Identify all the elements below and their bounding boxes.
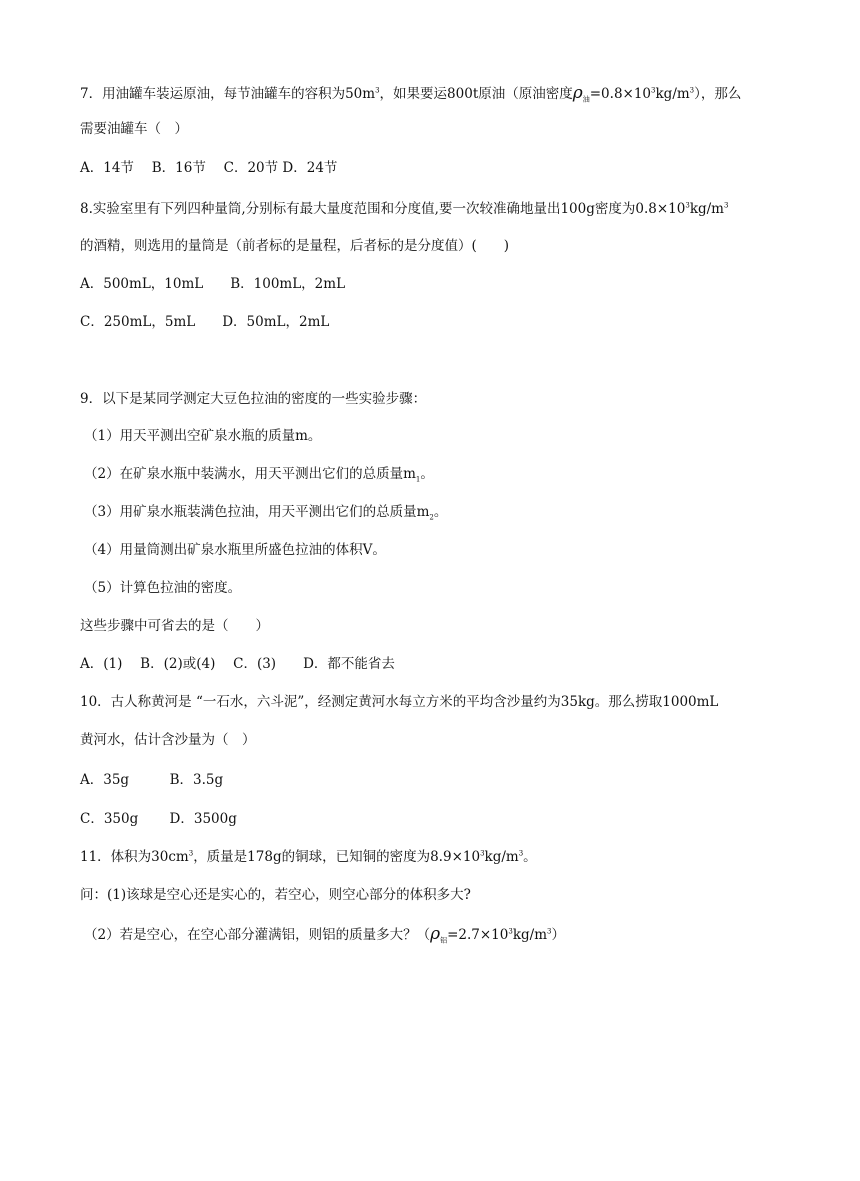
superscript: 3: [375, 86, 380, 95]
q7-text-a: 7．用油罐车装运原油，每节油罐车的容积为50m: [80, 86, 376, 102]
subscript: 2: [429, 513, 434, 522]
q9-step5: （5）计算色拉油的密度。: [84, 580, 242, 596]
q10-line2: 黄河水，估计含沙量为（ ）: [80, 732, 256, 748]
q9-question: 这些步骤中可省去的是（ ）: [80, 618, 269, 634]
q11-line3-text: （2）若是空心，在空心部分灌满铝，则铝的质量多大？（: [84, 927, 431, 943]
q11-line3-unit: kg/m: [512, 927, 548, 943]
q11-text-b: ，质量是178g的铜球，已知铜的密度为8.9×10: [193, 849, 481, 865]
q9-step2: [84, 465, 434, 483]
q11-text-a: 11．体积为30cm: [80, 849, 189, 865]
q8-options-row2: C．250mL，5mL D．50mL，2mL: [80, 314, 330, 330]
rho-symbol: ρ: [572, 83, 583, 103]
superscript: 3: [188, 849, 194, 858]
q8-text-b: kg/m: [689, 201, 724, 217]
q11-line1: [80, 848, 537, 866]
q7-text-e: ），那么: [694, 86, 742, 102]
q7-line2: 需要油罐车（ ）: [80, 121, 188, 137]
q9-step2-end: 。: [420, 466, 434, 482]
q7-text-b: ，如果要运800t原油（原油密度: [379, 86, 573, 102]
q8-text-a: 8.实验室里有下列四种量筒,分别标有最大量度范围和分度值,要一次较准确地量出100g密度为0.8×10: [80, 201, 686, 217]
q11-line3-value: =2.7×10: [447, 927, 509, 943]
subscript: 油: [582, 95, 590, 104]
superscript: 3: [685, 201, 690, 210]
q10-options-row1: A．35g B．3.5g: [80, 772, 224, 788]
q11-text-c: kg/m: [484, 849, 519, 865]
q8-line2: 的酒精，则选用的量筒是（前者标的是量程，后者标的是分度值）( ): [80, 238, 510, 254]
q9-step3: [84, 503, 447, 521]
q7-text-d: kg/m: [655, 86, 690, 102]
q7-options: A．14节 B．16节 C．20节 D．24节: [80, 160, 338, 176]
q9-step1: （1）用天平测出空矿泉水瓶的质量m。: [84, 428, 322, 444]
q9-step3-text: （3）用矿泉水瓶装满色拉油，用天平测出它们的总质量m: [84, 504, 430, 520]
q9-step2-text: （2）在矿泉水瓶中装满水，用天平测出它们的总质量m: [84, 466, 416, 482]
q11-text-d: 。: [523, 849, 537, 865]
q9-step3-end: 。: [433, 504, 448, 520]
superscript: 3: [518, 849, 524, 858]
q8-options-row1: A．500mL，10mL B．100mL，2mL: [80, 276, 346, 292]
superscript: 3: [689, 86, 695, 95]
superscript: 3: [651, 86, 656, 95]
q9-options: A．(1) B．(2)或(4) C．(3) D．都不能省去: [80, 656, 395, 672]
q11-line3-end: ）: [551, 927, 565, 943]
superscript: 3: [547, 927, 552, 936]
q7-line1: [80, 84, 741, 103]
q10-options-row2: C．350g D．3500g: [80, 811, 237, 827]
superscript: 3: [480, 849, 485, 858]
rho-symbol: ρ: [430, 924, 441, 944]
subscript: 铝: [440, 936, 448, 945]
superscript: 3: [508, 927, 513, 936]
superscript: 3: [723, 201, 729, 210]
q7-text-c: =0.8×10: [589, 86, 652, 102]
subscript: 1: [415, 475, 421, 484]
q11-line2: 问：(1)该球是空心还是实心的，若空心，则空心部分的体积多大?: [80, 887, 471, 903]
q9-stem: 9．以下是某同学测定大豆色拉油的密度的一些实验步骤：: [80, 391, 427, 407]
q11-line3: [84, 925, 565, 944]
q9-step4: （4）用量筒测出矿泉水瓶里所盛色拉油的体积V。: [84, 542, 386, 558]
q10-line1: 10．古人称黄河是 “一石水，六斗泥”，经测定黄河水每立方米的平均含沙量约为35kg。那么捞取1000mL: [80, 694, 719, 710]
q8-line1: [80, 200, 728, 218]
